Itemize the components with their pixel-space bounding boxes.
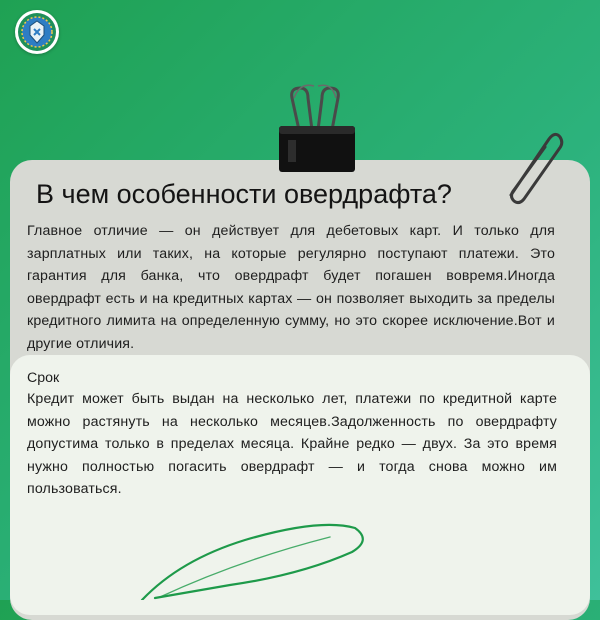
bank-emblem-icon [15,10,59,54]
page-title: В чем особенности овердрафта? [36,179,452,209]
intro-paragraph: Главное отличие — он действует для дебетовых карт. И только для зарплатных или таких, на которые регулярно поступают платежи. Это гарантия для банка, что овердрафт будет погашен вовремя.Иногда овердрафт есть и на кредитных картах — он позволяет выходить за пределы кредитного лимита на определенную сумму, но это скорее исключение.Вот и другие отличия. [27,223,555,352]
binder-clip-icon [274,80,364,175]
bank-logo [15,10,59,54]
section-title: Срок [27,370,60,386]
section-paragraph: Кредит может быть выдан на несколько лет, платежи по кредитной карте можно растянуть на несколько месяцев.Задолженность по овердрафту допустима только в пределах месяца. Крайне редко — двух. За это время нужно полностью погасить овердрафт — и тогда снова можно им пользоваться. [27,391,557,497]
